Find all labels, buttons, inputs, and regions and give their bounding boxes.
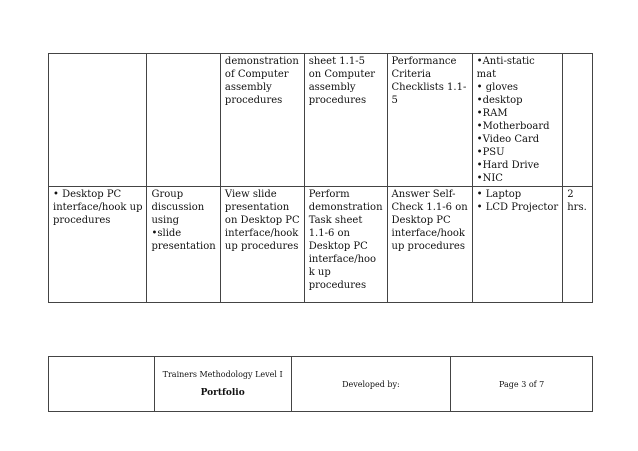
row2-col6-cell: • Laptop • LCD Projector — [472, 187, 563, 303]
footer-subtitle: Portfolio — [200, 388, 245, 398]
row2-col2-cell: Group discussion using •slide presentation — [147, 187, 220, 303]
training-plan-table — [48, 53, 593, 303]
page-footer — [48, 356, 593, 412]
row2-col3-cell: View slide presentation on Desktop PC interface/hook up procedures — [220, 187, 304, 303]
row1-col5-cell: Performance Criteria Checklists 1.1- 5 — [387, 54, 472, 187]
row2-col5-cell: Answer Self- Check 1.1-6 on Desktop PC interface/hook up procedures — [387, 187, 472, 303]
row1-col2-cell — [147, 54, 220, 187]
row1-col4-cell: sheet 1.1-5 on Computer assembly procedures — [304, 54, 387, 187]
row2-duration-cell: 2 hrs. — [563, 187, 593, 303]
row1-col3-cell: demonstration of Computer assembly procedures — [220, 54, 304, 187]
row2-col1-cell: • Desktop PC interface/hook up procedures — [49, 187, 147, 303]
row1-col1-cell — [49, 54, 147, 187]
row2-col4-cell: Perform demonstration Task sheet 1.1-6 on Desktop PC interface/hoo k up procedures — [304, 187, 387, 303]
table-row — [49, 54, 593, 187]
row1-col6-cell: •Anti-static mat • gloves •desktop •RAM •Motherboard •Video Card •PSU •Hard Drive •NIC — [472, 54, 563, 187]
footer-title: Trainers Methodology Level I — [162, 370, 283, 379]
row1-col7-cell — [563, 54, 593, 187]
footer-title-cell — [154, 357, 291, 412]
footer-page-number: Page 3 of 7 — [451, 357, 593, 412]
footer-developed-by: Developed by: — [291, 357, 451, 412]
table-row — [49, 187, 593, 303]
footer-blank-cell — [49, 357, 155, 412]
